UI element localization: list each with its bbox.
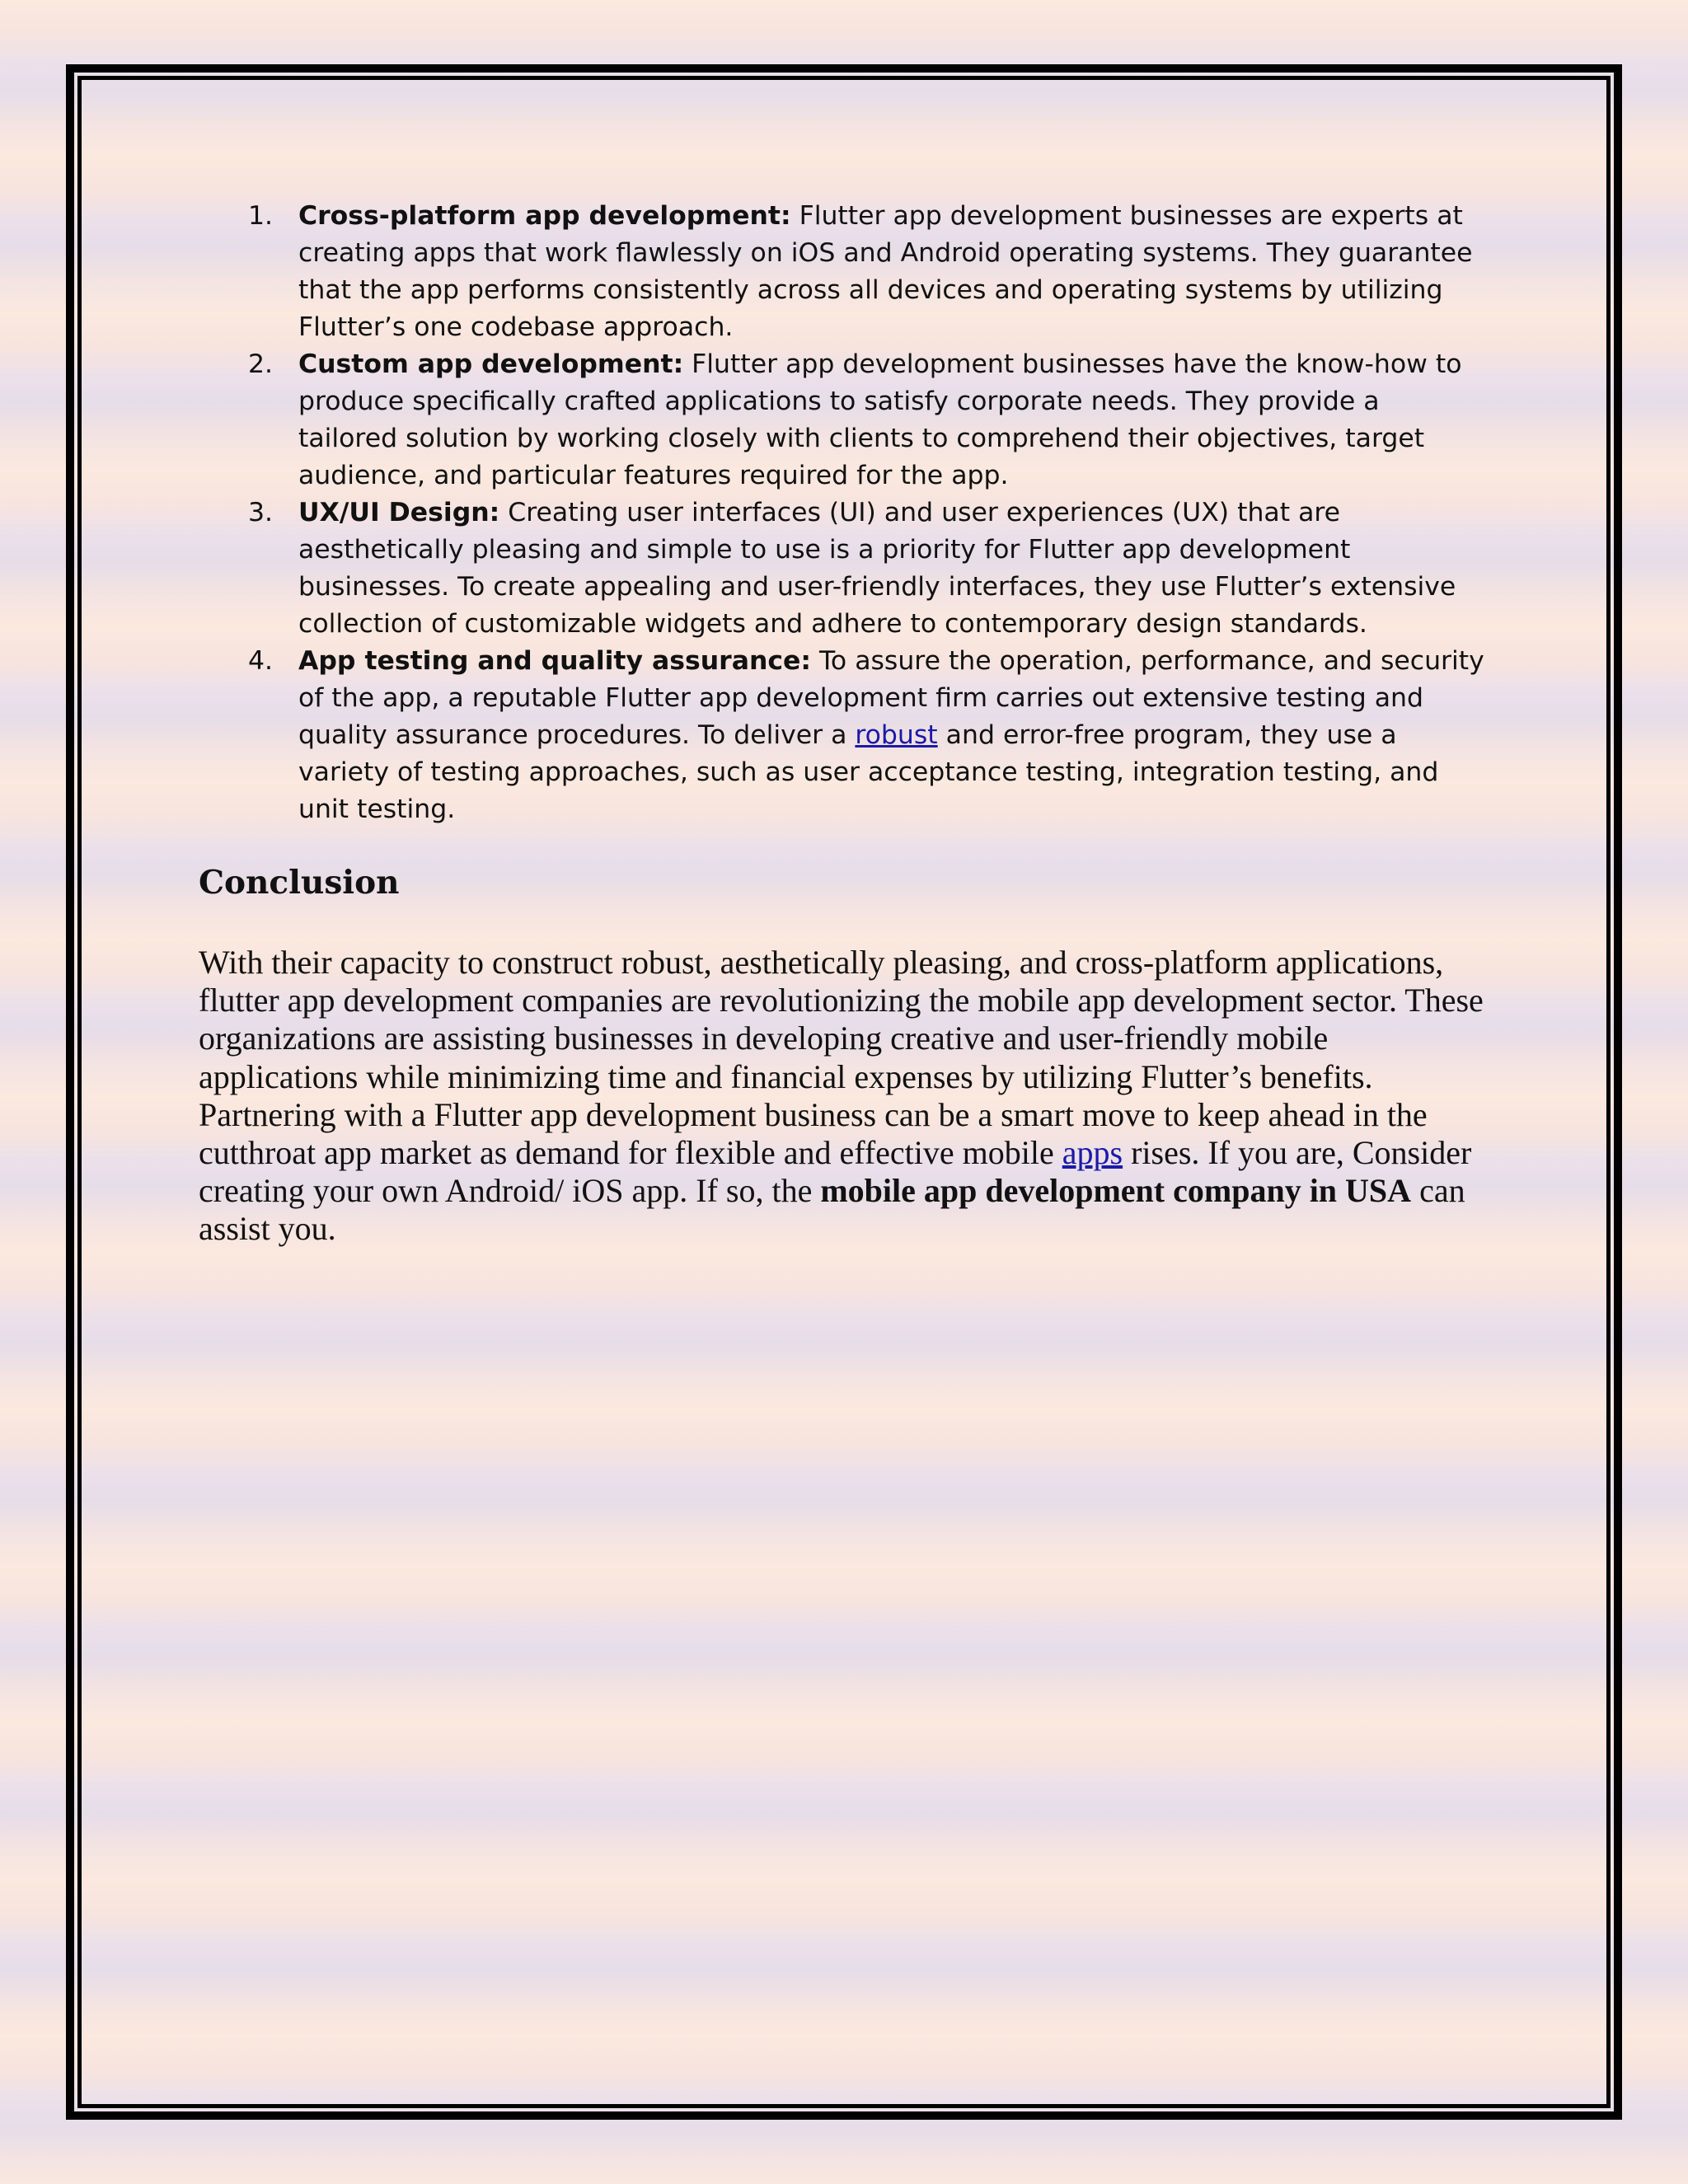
- robust-link[interactable]: robust: [855, 720, 938, 750]
- apps-link[interactable]: apps: [1062, 1134, 1123, 1172]
- conclusion-text-end: can assist you.: [199, 1172, 1465, 1248]
- list-item: [199, 346, 1484, 494]
- list-item-number: 1.: [248, 201, 274, 231]
- list-item-title: App testing and quality assurance:: [298, 646, 812, 676]
- list-item-text: Flutter app development businesses are experts at creating apps that work flawlessly on iOS and Android operating systems. They guarantee that the app performs consistently across all devices and operating systems by utilizing Flutter’s one codebase approach.: [298, 201, 1473, 342]
- list-item-title: Cross-platform app development:: [298, 201, 791, 231]
- conclusion-heading: Conclusion: [199, 864, 400, 902]
- list-item-text: Creating user interfaces (UI) and user experiences (UX) that are aesthetically pleasing and simple to use is a priority for Flutter app development businesses. To create appealing and user-friendly interfaces, they use Flutter’s extensive collection of customizable widgets and adhere to contemporary design standards.: [298, 498, 1456, 639]
- list-item: [199, 198, 1484, 346]
- list-item-number: 3.: [248, 498, 274, 527]
- list-item-title: UX/UI Design:: [298, 498, 500, 527]
- conclusion-text-start: With their capacity to construct robust, aesthetically pleasing, and cross-platform applications, flutter app development companies are revolutionizing the mobile app development sector. These organizations are assisting businesses in developing creative and user-friendly mobile applications while minimizing time and financial expenses by utilizing Flutter’s benefits. Partnering with a Flutter app development business can be a smart move to keep ahead in the cutthroat app market as demand for flexible and effective mobile: [199, 944, 1484, 1172]
- list-item-title: Custom app development:: [298, 349, 684, 379]
- list-item: [199, 494, 1484, 643]
- list-item-text: To assure the operation, performance, and security of the app, a reputable Flutter app development firm carries out extensive testing and quality assurance procedures. To deliver a: [298, 646, 1484, 750]
- conclusion-text-middle: rises. If you are, Consider creating your own Android/ iOS app. If so, the: [199, 1134, 1472, 1210]
- list-item: [199, 643, 1484, 828]
- list-item-text: Flutter app development businesses have the know-how to produce specifically crafted applications to satisfy corporate needs. They provide a tailored solution by working closely with clients to comprehend their objectives, target audience, and particular features required for the app.: [298, 349, 1462, 490]
- conclusion-bold-phrase: mobile app development company in USA: [820, 1172, 1412, 1210]
- list-item-number: 2.: [248, 349, 274, 379]
- list-item-text-end: and error-free program, they use a variety of testing approaches, such as user acceptance testing, integration testing, and unit testing.: [298, 720, 1439, 824]
- conclusion-paragraph: [199, 944, 1484, 1249]
- services-list: [199, 198, 1484, 828]
- document-body: [199, 198, 1484, 1249]
- list-item-number: 4.: [248, 646, 274, 676]
